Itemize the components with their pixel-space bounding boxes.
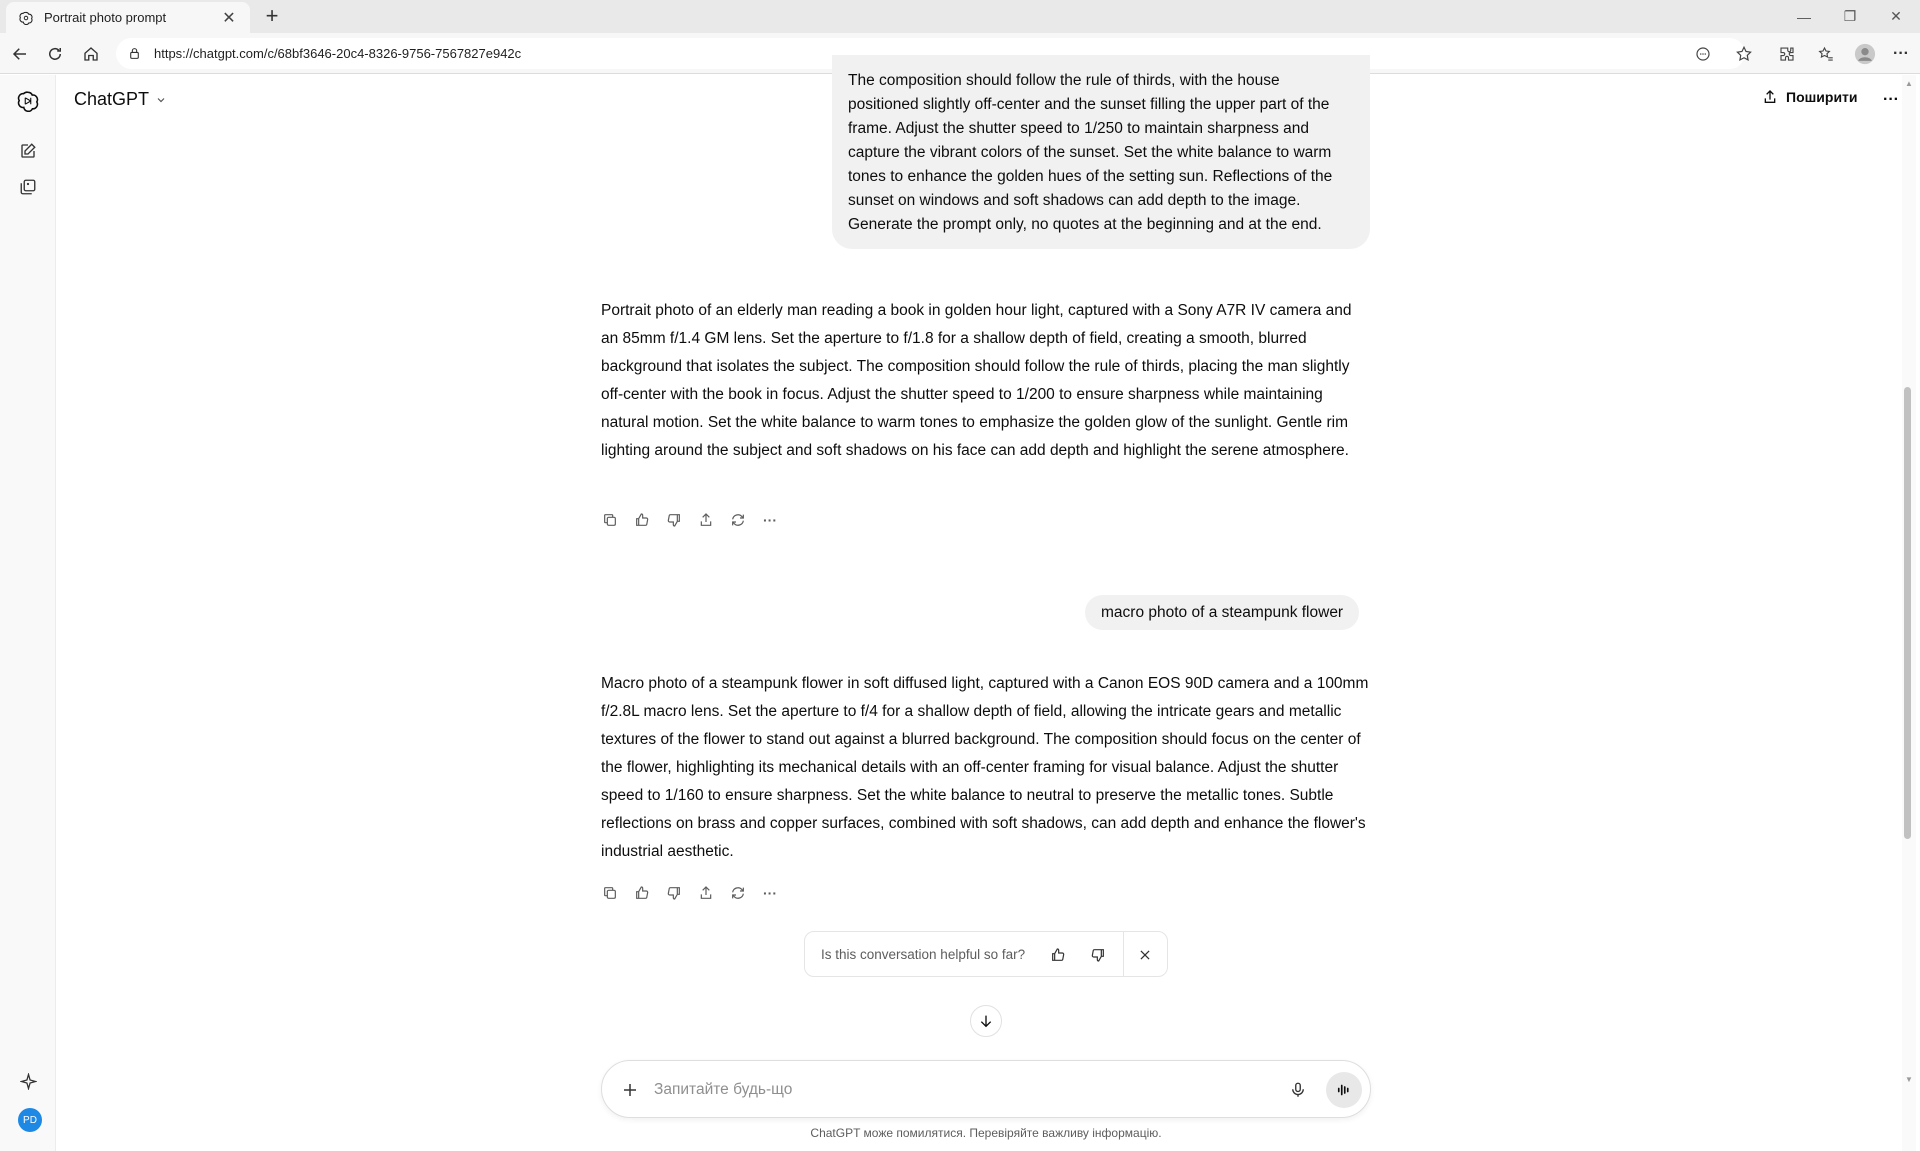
thumbs-down-icon[interactable] bbox=[662, 881, 686, 905]
lock-icon bbox=[128, 47, 142, 61]
more-icon[interactable]: ··· bbox=[763, 512, 777, 528]
dictate-button[interactable] bbox=[1284, 1076, 1312, 1104]
thumbs-up-icon[interactable] bbox=[630, 881, 654, 905]
user-message: The composition should follow the rule of thirds, with the house positioned slightly off-center and the sunset filling the upper part of the frame. Adjust the shutter speed to 1/250 to maintain sharpness and capture the vibrant colors of the sunset. Set the white balance to warm tones to enhance the golden hues of the setting sun. Reflections of the sunset on windows and soft shadows can add depth to the image. Generate the prompt only, no quotes at the beginning and at the end. bbox=[832, 55, 1370, 249]
sparkle-icon[interactable] bbox=[14, 1067, 42, 1095]
assistant-message: Portrait photo of an elderly man reading a book in golden hour light, captured with a Sony A7R IV camera and an 85mm f/1.4 GM lens. Set the aperture to f/1.8 for a shallow depth of field, creating a smooth, blurred background that isolates the subject. The composition should follow the rule of thirds, placing the man slightly off-center with the book in focus. Adjust the shutter speed to 1/200 to ensure sharpness while maintaining natural motion. Set the white balance to warm tones to emphasize the golden glow of the sunlight. Gentle rim lighting around the subject and soft shadows on his face can add depth and highlight the serene atmosphere. bbox=[601, 302, 1352, 459]
more-icon[interactable]: ··· bbox=[763, 885, 777, 901]
feedback-prompt bbox=[804, 931, 1168, 977]
thumbs-down-icon[interactable] bbox=[662, 508, 686, 532]
reload-button[interactable] bbox=[41, 40, 69, 68]
copy-icon[interactable] bbox=[598, 508, 622, 532]
scrollbar-thumb[interactable] bbox=[1904, 387, 1911, 839]
favorites-icon[interactable] bbox=[1813, 41, 1839, 67]
disclaimer: ChatGPT може помилятися. Перевіряйте важливу інформацію. bbox=[810, 1126, 1162, 1140]
microphone-icon bbox=[1289, 1081, 1307, 1099]
model-name: ChatGPT bbox=[74, 89, 150, 109]
assistant-message: Macro photo of a steampunk flower in soft diffused light, captured with a Canon EOS 90D camera and a 100mm f/2.8L macro lens. Set the aperture to f/4 for a shallow depth of field, allowing the intricate gears and metallic textures of the flower to stand out against a blurred background. The composition should focus on the center of the flower, highlighting its mechanical details with an off-center framing for visual balance. Adjust the shutter speed to 1/160 to ensure sharpness. Set the white balance to neutral to preserve the metallic tones. Subtle reflections on brass and copper surfaces, combined with soft shadows, can add depth and enhance the flower's industrial aesthetic. bbox=[601, 675, 1369, 860]
chatgpt-app bbox=[0, 72, 1920, 1151]
browser-menu-icon[interactable]: ··· bbox=[1893, 45, 1909, 62]
plus-icon bbox=[621, 1081, 639, 1099]
back-button[interactable] bbox=[6, 40, 34, 68]
tab-close-icon[interactable]: ✕ bbox=[222, 9, 236, 27]
tab-title: Portrait photo prompt bbox=[44, 10, 167, 25]
prompt-input[interactable] bbox=[654, 1077, 1254, 1103]
extensions-icon[interactable] bbox=[1774, 41, 1800, 67]
share-message-icon[interactable] bbox=[694, 508, 718, 532]
openai-logo-icon[interactable] bbox=[14, 87, 42, 115]
conversation-options-button[interactable]: ··· bbox=[1883, 91, 1899, 108]
attach-button[interactable] bbox=[616, 1076, 644, 1104]
feedback-close-icon[interactable] bbox=[1132, 942, 1158, 968]
reader-mode-icon[interactable] bbox=[1690, 41, 1716, 67]
regenerate-icon[interactable] bbox=[726, 508, 750, 532]
model-selector[interactable] bbox=[74, 89, 167, 110]
openai-favicon-icon bbox=[18, 10, 34, 26]
home-icon bbox=[82, 45, 100, 63]
library-icon[interactable] bbox=[14, 173, 42, 201]
thumbs-up-icon[interactable] bbox=[630, 508, 654, 532]
scroll-to-bottom-button[interactable] bbox=[970, 1005, 1002, 1037]
divider bbox=[1123, 932, 1124, 976]
profile-icon[interactable] bbox=[1852, 41, 1878, 67]
message-actions bbox=[598, 881, 782, 905]
window-close-icon[interactable]: ✕ bbox=[1890, 8, 1902, 24]
arrow-down-icon bbox=[978, 1013, 994, 1029]
minimize-icon[interactable]: — bbox=[1797, 8, 1811, 25]
user-avatar[interactable]: PD bbox=[18, 1108, 42, 1132]
scroll-up-arrow-icon[interactable]: ▲ bbox=[1905, 79, 1913, 88]
browser-tab[interactable] bbox=[6, 2, 250, 33]
chevron-down-icon bbox=[155, 94, 167, 106]
composer bbox=[601, 1060, 1371, 1118]
regenerate-icon[interactable] bbox=[726, 881, 750, 905]
home-button[interactable] bbox=[77, 40, 105, 68]
scroll-down-arrow-icon[interactable]: ▼ bbox=[1905, 1075, 1913, 1084]
share-button[interactable] bbox=[1762, 89, 1858, 105]
arrow-left-icon bbox=[11, 45, 29, 63]
share-icon bbox=[1762, 89, 1778, 105]
share-message-icon[interactable] bbox=[694, 881, 718, 905]
voice-mode-button[interactable] bbox=[1326, 1072, 1362, 1108]
sidebar-rail bbox=[0, 75, 56, 1151]
feedback-question: Is this conversation helpful so far? bbox=[821, 946, 1026, 962]
new-tab-button[interactable]: + bbox=[265, 3, 279, 28]
new-chat-icon[interactable] bbox=[14, 137, 42, 165]
reload-icon bbox=[46, 45, 64, 63]
user-message: macro photo of a steampunk flower bbox=[1085, 595, 1359, 630]
message-actions bbox=[598, 508, 782, 532]
browser-tab-strip bbox=[0, 0, 1920, 33]
restore-icon[interactable]: ❐ bbox=[1843, 8, 1857, 24]
copy-icon[interactable] bbox=[598, 881, 622, 905]
voice-waveform-icon bbox=[1335, 1081, 1353, 1099]
favorite-star-icon[interactable] bbox=[1731, 41, 1757, 67]
share-label: Поширити bbox=[1786, 89, 1858, 105]
feedback-thumbs-up-icon[interactable] bbox=[1045, 942, 1071, 968]
feedback-thumbs-down-icon[interactable] bbox=[1085, 942, 1111, 968]
url-text: https://chatgpt.com/c/68bf3646-20c4-8326-9756-7567827e942c bbox=[154, 46, 522, 61]
